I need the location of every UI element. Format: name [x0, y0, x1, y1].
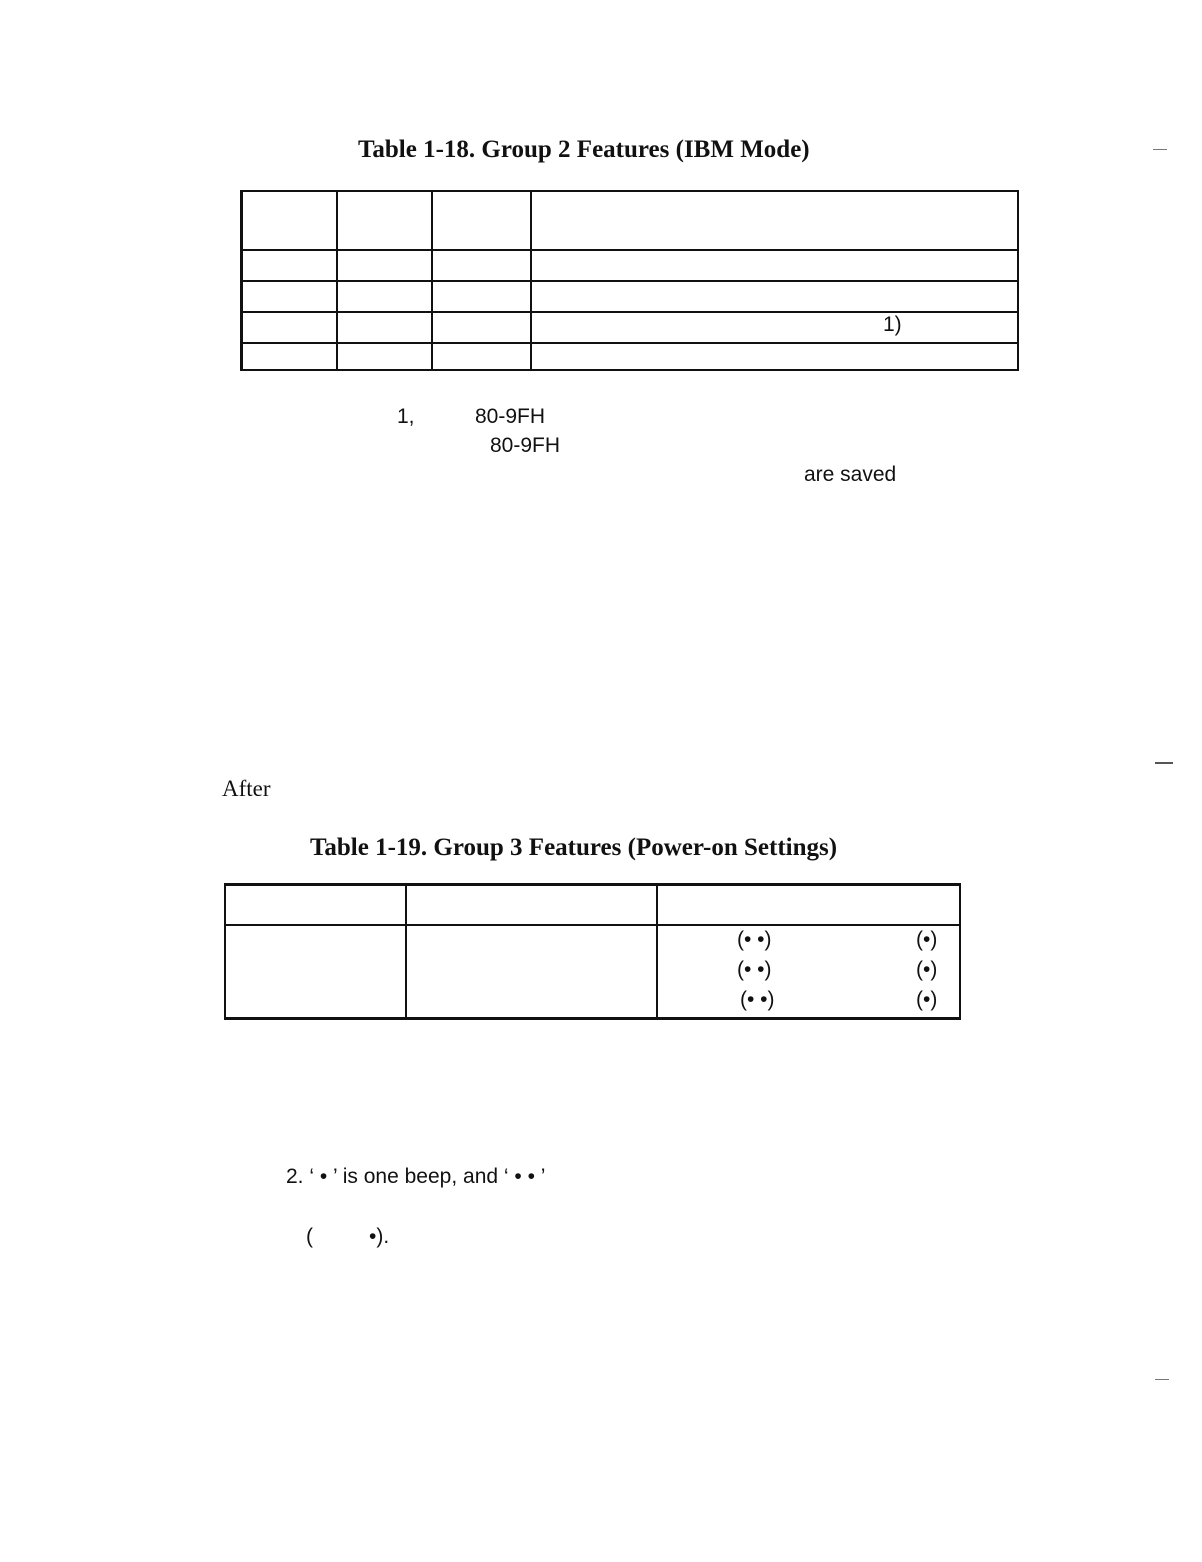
beep-pattern-double: (• •) [740, 988, 775, 1011]
table-19-col-divider [656, 886, 658, 1017]
scan-margin-mark [1153, 149, 1167, 150]
table-18-row-divider [243, 342, 1017, 344]
table-19-header-divider [226, 924, 959, 926]
beep-pattern-single: (•) [916, 928, 938, 951]
beep-pattern-single: (•) [916, 988, 938, 1011]
table-19 [224, 883, 961, 1020]
table-18 [240, 190, 1019, 371]
table-19-caption: Table 1-19. Group 3 Features (Power-on Settings) [310, 834, 838, 861]
note-2: 2. ‘ • ’ is one beep, and ‘ • • ’ [286, 1165, 546, 1188]
note-18-ref: 1, [397, 405, 415, 428]
beep-pattern-double: (• •) [737, 958, 772, 981]
scan-margin-mark [1155, 1379, 1169, 1380]
note-3-close: •). [369, 1225, 390, 1248]
table-18-caption: Table 1-18. Group 2 Features (IBM Mode) [358, 136, 810, 163]
note-3-open: ( [306, 1225, 313, 1248]
table-18-row-divider [243, 249, 1017, 251]
note-18-range-2: 80-9FH [490, 434, 561, 457]
beep-pattern-double: (• •) [737, 928, 772, 951]
after-text: After [222, 776, 271, 801]
scan-margin-mark [1155, 762, 1173, 764]
table-19-col-divider [405, 886, 407, 1017]
table-18-row-divider [243, 280, 1017, 282]
table-18-row3-note: 1) [883, 313, 902, 336]
beep-pattern-single: (•) [916, 958, 938, 981]
note-18-saved: are saved [804, 463, 897, 486]
note-18-range: 80-9FH [475, 405, 546, 428]
